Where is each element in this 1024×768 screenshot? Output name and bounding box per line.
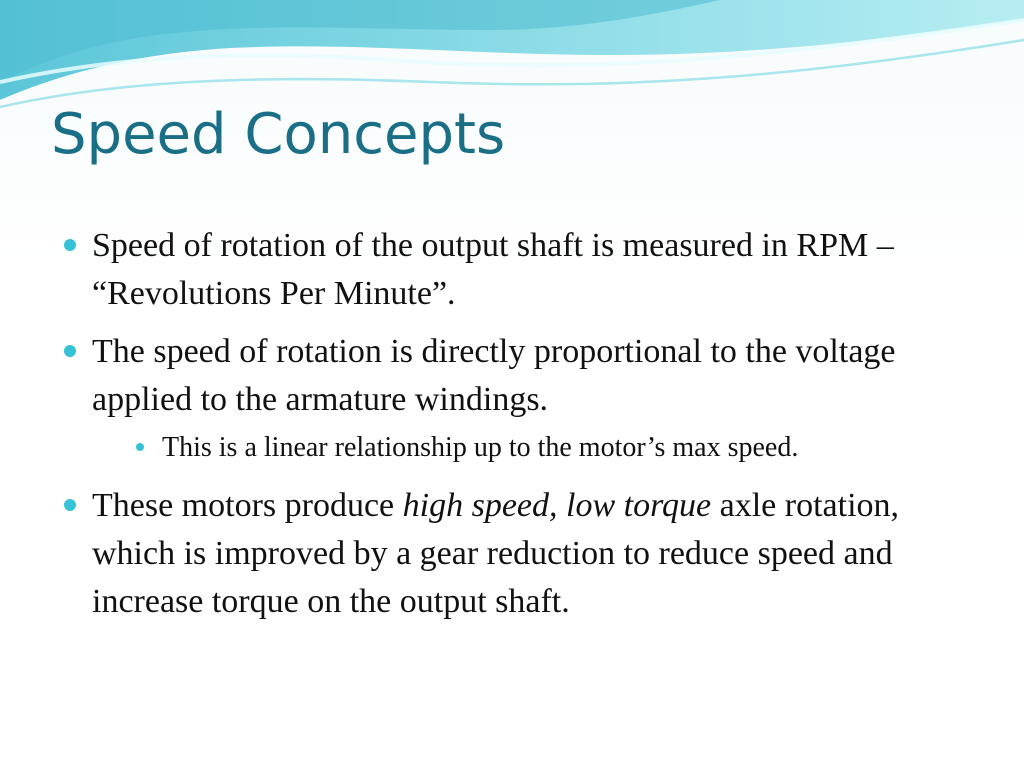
- slide-title: Speed Concepts: [51, 102, 506, 167]
- sub-bullet-item: [136, 424, 964, 472]
- emphasized-phrase: high speed, low torque: [402, 487, 712, 524]
- bullet-text-end: axle rotation, which is improved by a gear reduction to reduce speed and increase torque on the output shaft.: [92, 487, 900, 620]
- bullet-list: [64, 222, 964, 636]
- bullet-text: Speed of rotation of the output shaft is measured in RPM – “Revolutions Per Minute”.: [92, 227, 894, 312]
- bullet-text-start: These motors produce: [92, 487, 403, 524]
- bullet-text: The speed of rotation is directly proportional to the voltage applied to the armature windings.: [92, 333, 896, 418]
- sub-bullet-text: This is a linear relationship up to the motor’s max speed.: [162, 432, 799, 463]
- sub-bullet-list: [92, 424, 964, 472]
- bullet-item: [64, 482, 964, 626]
- bullet-item: [64, 222, 964, 318]
- bullet-item: [64, 328, 964, 472]
